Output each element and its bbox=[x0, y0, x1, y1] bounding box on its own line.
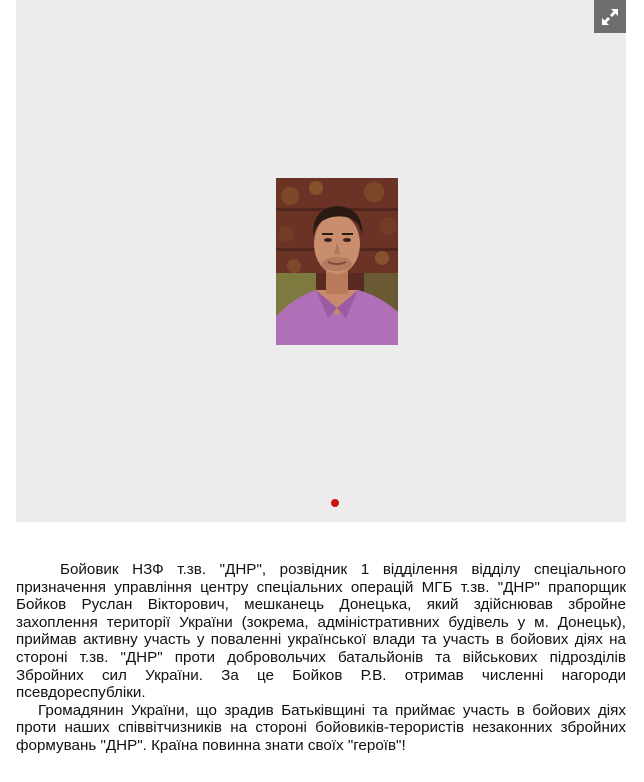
article-text bbox=[16, 561, 626, 755]
article-paragraph-2: Громадянин України, що зрадив Батьківщині та приймає участь в бойових діях проти наших співвітчизників на стороні бойовиків-терористів незаконних збройних формувань "ДНР". Країна повинна знати своїх "героїв"! bbox=[16, 701, 626, 754]
portrait-photo[interactable] bbox=[276, 178, 398, 345]
slide-indicator-dot[interactable] bbox=[331, 499, 339, 507]
expand-arrows-icon bbox=[601, 8, 619, 26]
expand-button[interactable] bbox=[594, 0, 626, 33]
article-paragraph-1: Бойовик НЗФ т.зв. "ДНР", розвідник 1 відділення відділу спеціального призначення управління центру спеціальних операцій МГБ т.зв. "ДНР" прапорщик Бойков Руслан Вікторович, мешканець Донецька, який здійснював збройне захоплення території України (зокрема, адміністративних будівель у м. Донецьк), приймав активну участь у поваленні української влади та участь в бойових діях на стороні т.зв. "ДНР" проти добровольчих батальйонів та військових підрозділів Збройних сил України. За це Бойков Р.В. отримав численні нагороди псевдореспубліки. bbox=[16, 561, 626, 702]
photo-gallery bbox=[16, 0, 626, 522]
